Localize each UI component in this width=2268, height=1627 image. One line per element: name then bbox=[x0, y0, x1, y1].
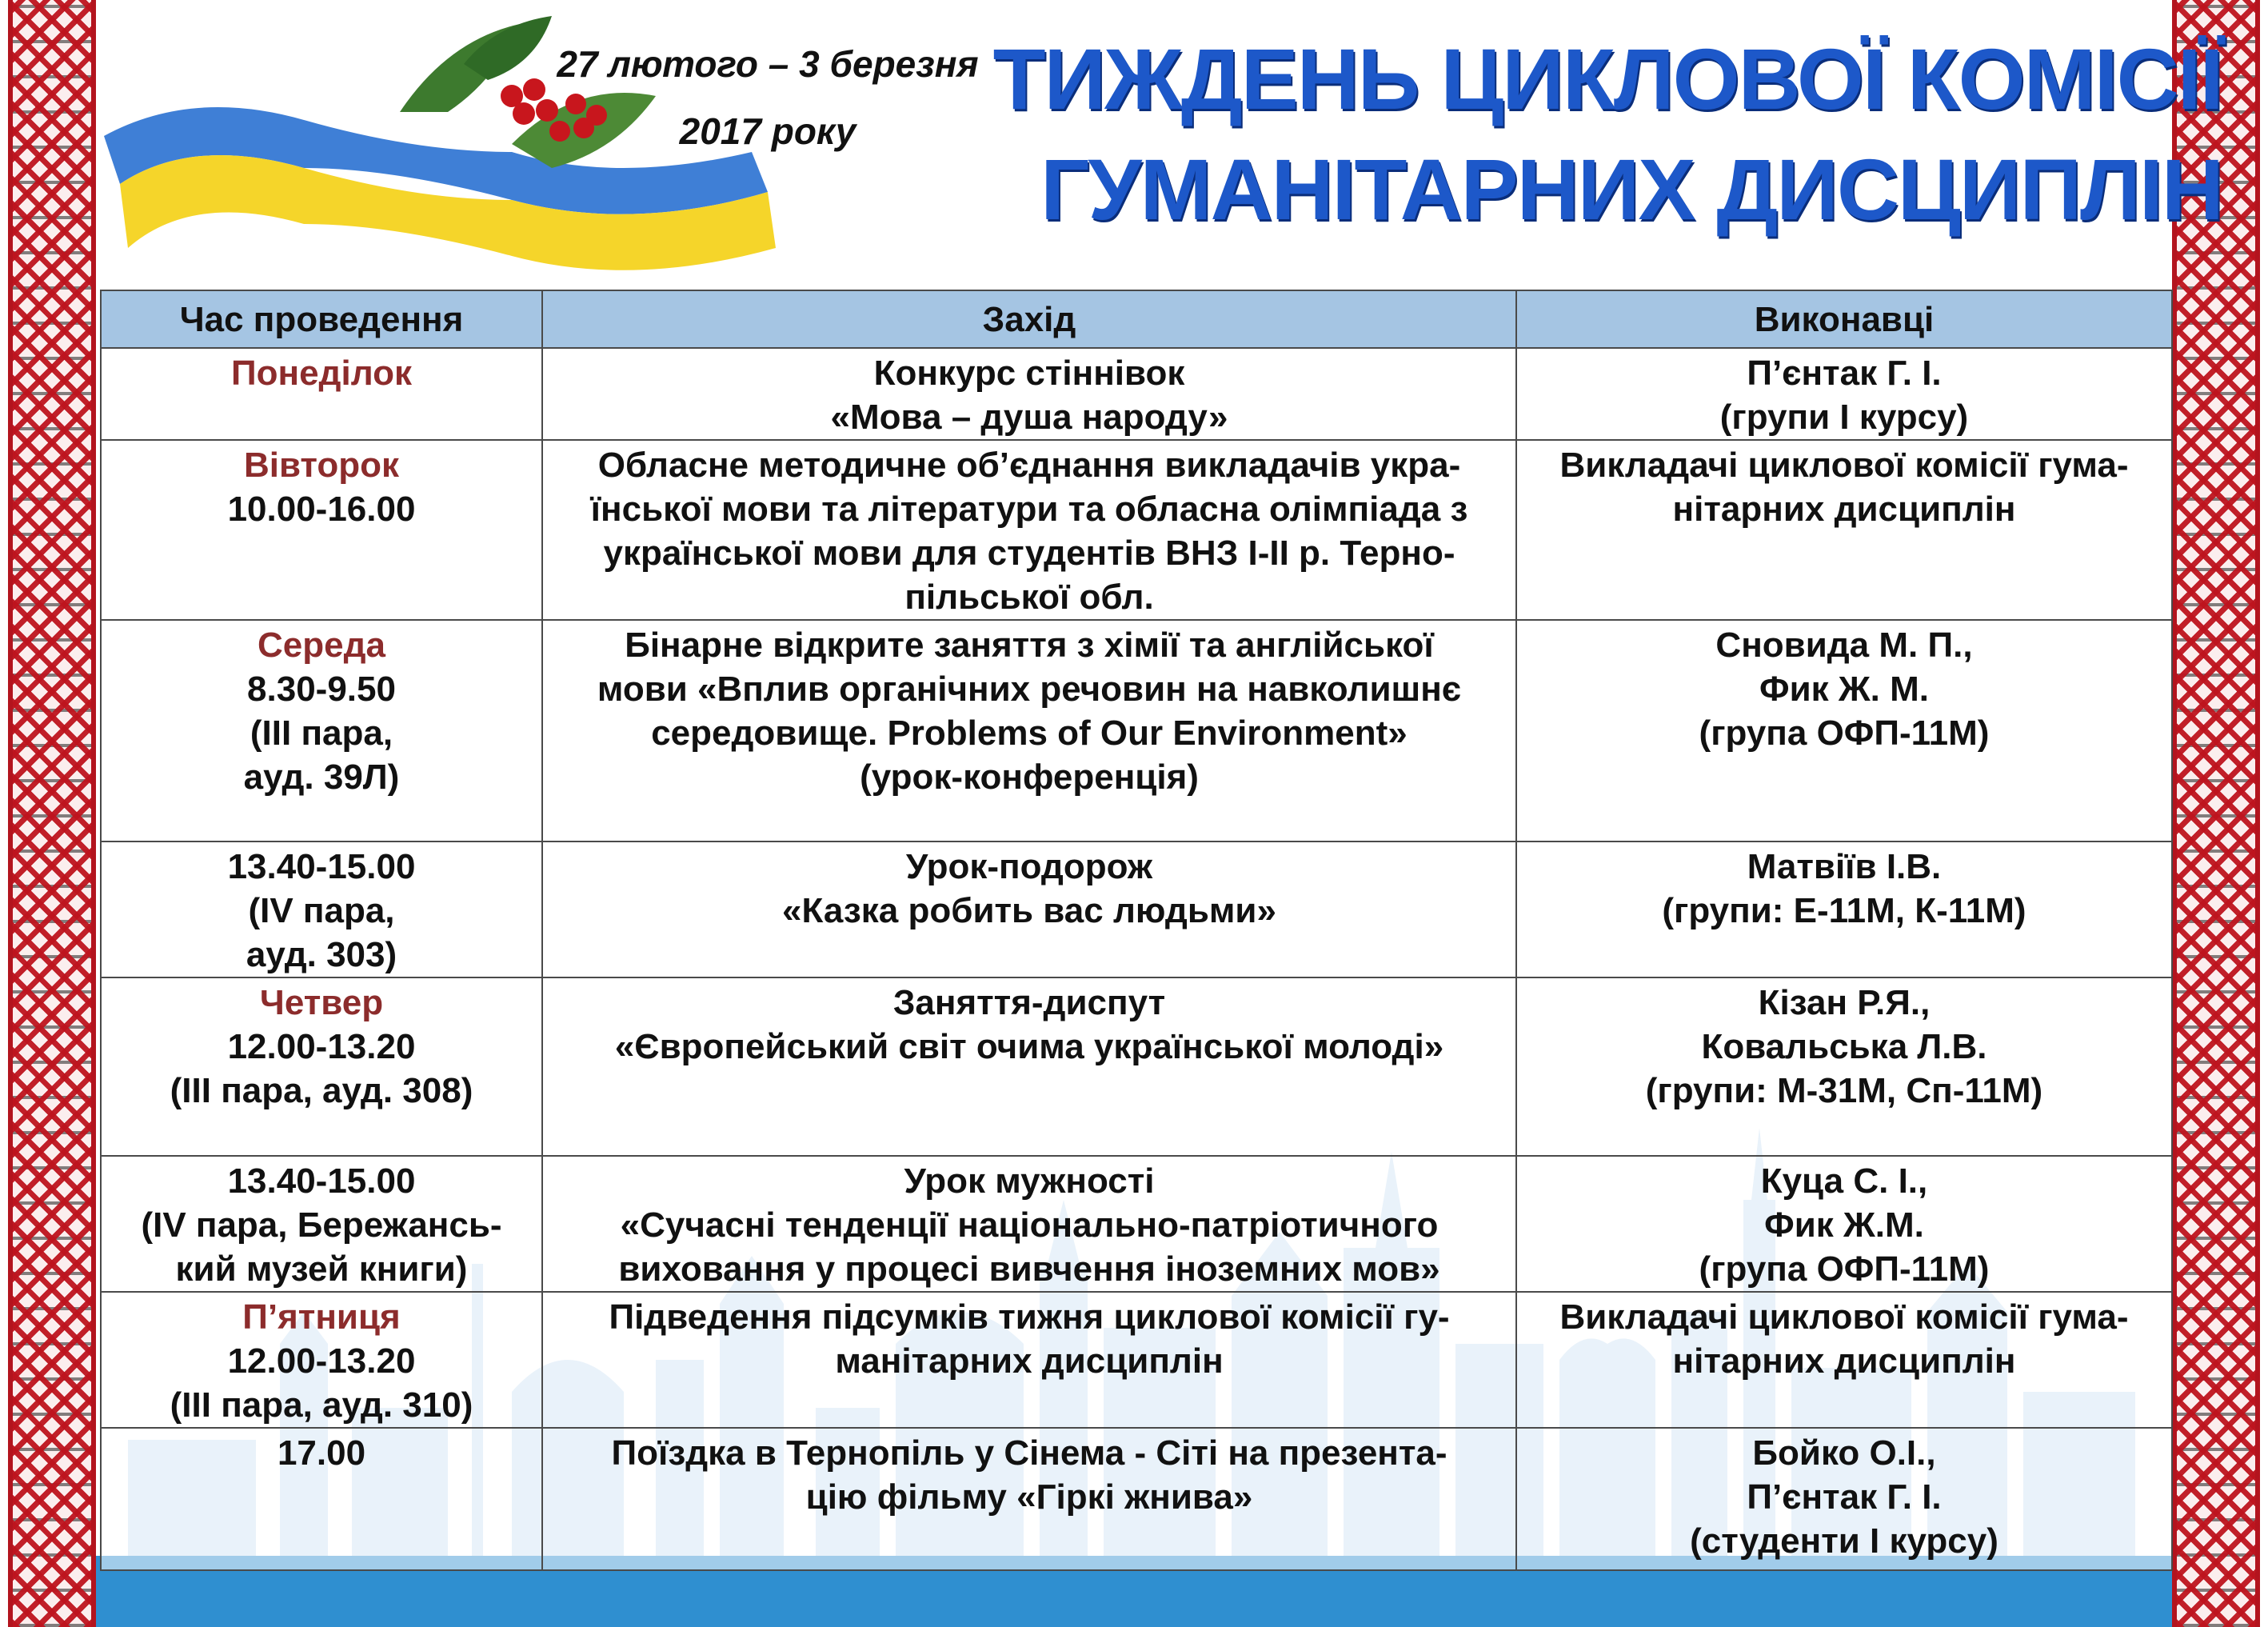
cell-performers bbox=[1516, 1156, 2172, 1292]
cell-event bbox=[542, 440, 1516, 620]
day-name: Понеділок bbox=[231, 354, 412, 393]
table-row bbox=[101, 977, 2172, 1156]
title-line-2: ГУМАНІТАРНИХ ДИСЦИПЛІН bbox=[1040, 141, 2222, 238]
dates-line-2: 2017 року bbox=[679, 110, 856, 152]
table-header-row bbox=[101, 290, 2172, 348]
performer-line: (групи: Е-11М, К-11М) bbox=[1662, 891, 2026, 930]
cell-event bbox=[542, 1292, 1516, 1428]
event-dates bbox=[496, 30, 1040, 165]
cell-performers bbox=[1516, 977, 2172, 1156]
embroidery-border-left bbox=[8, 0, 96, 1627]
table-row bbox=[101, 841, 2172, 977]
performer-line: Ковальська Л.В. bbox=[1701, 1027, 1987, 1066]
cell-time bbox=[101, 1156, 542, 1292]
day-name: Середа bbox=[258, 626, 385, 665]
performer-line: (групи І курсу) bbox=[1719, 398, 1969, 437]
table-row bbox=[101, 1156, 2172, 1292]
day-name: Вівторок bbox=[243, 446, 400, 485]
performer-line: П’єнтак Г. І. bbox=[1747, 354, 1942, 393]
performer-line: (групи: М-31М, Сп-11М) bbox=[1645, 1071, 2043, 1110]
table-row bbox=[101, 1428, 2172, 1570]
performer-line: (студенти І курсу) bbox=[1690, 1521, 1998, 1561]
time-line: 12.00-13.20 bbox=[227, 1341, 416, 1381]
event-line: манітарних дисциплін bbox=[835, 1341, 1224, 1381]
event-line: Заняття-диспут bbox=[892, 983, 1166, 1022]
event-line: Підведення підсумків тижня циклової комісії гу- bbox=[609, 1297, 1450, 1337]
cell-performers bbox=[1516, 620, 2172, 841]
table-row bbox=[101, 620, 2172, 841]
cell-time bbox=[101, 977, 542, 1156]
event-line: Обласне методичне об’єднання викладачів укра- bbox=[597, 446, 1461, 485]
time-line: 8.30-9.50 bbox=[247, 670, 396, 709]
time-line: кий музей книги) bbox=[175, 1249, 468, 1289]
dates-line-1: 27 лютого – 3 березня bbox=[557, 43, 979, 85]
performer-line: (група ОФП-11М) bbox=[1699, 714, 1990, 753]
performer-line: Сновида М. П., bbox=[1715, 626, 1973, 665]
cell-performers bbox=[1516, 1292, 2172, 1428]
time-line: 17.00 bbox=[277, 1433, 366, 1473]
cell-event bbox=[542, 977, 1516, 1156]
event-line: їнської мови та літератури та обласна олімпіада з bbox=[590, 490, 1468, 529]
day-name: П’ятниця bbox=[242, 1297, 401, 1337]
time-line: (ІІІ пара, ауд. 308) bbox=[170, 1071, 473, 1110]
cell-performers bbox=[1516, 348, 2172, 440]
cell-time bbox=[101, 348, 542, 440]
performer-line: Куца С. І., bbox=[1760, 1161, 1928, 1201]
time-line: 10.00-16.00 bbox=[227, 490, 416, 529]
column-header-time: Час проведення bbox=[101, 290, 542, 348]
event-line: Конкурс стіннівок bbox=[873, 354, 1185, 393]
event-line: (урок-конференція) bbox=[860, 758, 1199, 797]
cell-performers bbox=[1516, 1428, 2172, 1570]
event-line: української мови для студентів ВНЗ І-ІІ р. Терно- bbox=[603, 534, 1455, 573]
time-line: (ІІІ пара, bbox=[250, 714, 393, 753]
day-name: Четвер bbox=[259, 983, 384, 1022]
schedule-body bbox=[101, 348, 2172, 1570]
time-line: 13.40-15.00 bbox=[227, 847, 416, 886]
event-line: виховання у процесі вивчення іноземних мов» bbox=[618, 1249, 1440, 1289]
event-line: «Казка робить вас людьми» bbox=[782, 891, 1276, 930]
cell-event bbox=[542, 841, 1516, 977]
performer-line: Фик Ж. М. bbox=[1759, 670, 1929, 709]
cell-event bbox=[542, 620, 1516, 841]
column-header-event: Захід bbox=[542, 290, 1516, 348]
event-line: Поїздка в Тернопіль у Сінема - Сіті на презента- bbox=[611, 1433, 1447, 1473]
event-line: Бінарне відкрите заняття з хімії та англійської bbox=[625, 626, 1434, 665]
cell-time bbox=[101, 841, 542, 977]
performer-line: (група ОФП-11М) bbox=[1699, 1249, 1990, 1289]
event-line: середовище. Problems of Our Environment» bbox=[651, 714, 1408, 753]
event-line: Урок-подорож bbox=[905, 847, 1153, 886]
event-line: «Сучасні тенденції національно-патріотичного bbox=[620, 1205, 1439, 1245]
table-row bbox=[101, 348, 2172, 440]
event-line: пільської обл. bbox=[904, 578, 1154, 617]
schedule-table bbox=[100, 290, 2173, 1571]
performer-line: нітарних дисциплін bbox=[1672, 490, 2016, 529]
time-line: (ІІІ пара, ауд. 310) bbox=[170, 1385, 473, 1425]
time-line: 12.00-13.20 bbox=[227, 1027, 416, 1066]
cell-time bbox=[101, 1428, 542, 1570]
cell-event bbox=[542, 1428, 1516, 1570]
cell-performers bbox=[1516, 440, 2172, 620]
cell-event bbox=[542, 348, 1516, 440]
table-row bbox=[101, 440, 2172, 620]
event-line: мови «Вплив органічних речовин на навколишнє bbox=[597, 670, 1462, 709]
time-line: (ІV пара, bbox=[248, 891, 395, 930]
time-line: ауд. 303) bbox=[246, 935, 397, 974]
time-line: (ІV пара, Бережансь- bbox=[141, 1205, 502, 1245]
performer-line: П’єнтак Г. І. bbox=[1747, 1477, 1942, 1517]
performer-line: Бойко О.І., bbox=[1752, 1433, 1936, 1473]
cell-time bbox=[101, 620, 542, 841]
performer-line: Фик Ж.М. bbox=[1764, 1205, 1924, 1245]
cell-time bbox=[101, 440, 542, 620]
performer-line: Кізан Р.Я., bbox=[1758, 983, 1931, 1022]
cell-time bbox=[101, 1292, 542, 1428]
time-line: 13.40-15.00 bbox=[227, 1161, 416, 1201]
event-line: цію фільму «Гіркі жнива» bbox=[805, 1477, 1253, 1517]
cell-performers bbox=[1516, 841, 2172, 977]
table-row bbox=[101, 1292, 2172, 1428]
performer-line: Викладачі циклової комісії гума- bbox=[1559, 446, 2129, 485]
page-title bbox=[992, 24, 2223, 245]
cell-event bbox=[542, 1156, 1516, 1292]
event-line: Урок мужності bbox=[904, 1161, 1155, 1201]
event-line: «Європейський світ очима української молоді» bbox=[614, 1027, 1444, 1066]
performer-line: нітарних дисциплін bbox=[1672, 1341, 2016, 1381]
title-line-1: ТИЖДЕНЬ ЦИКЛОВОЇ КОМІСІЇ bbox=[992, 30, 2222, 127]
column-header-performers: Виконавці bbox=[1516, 290, 2172, 348]
time-line: ауд. 39Л) bbox=[243, 758, 400, 797]
performer-line: Матвіїв І.В. bbox=[1747, 847, 1942, 886]
event-line: «Мова – душа народу» bbox=[830, 398, 1228, 437]
performer-line: Викладачі циклової комісії гума- bbox=[1559, 1297, 2129, 1337]
